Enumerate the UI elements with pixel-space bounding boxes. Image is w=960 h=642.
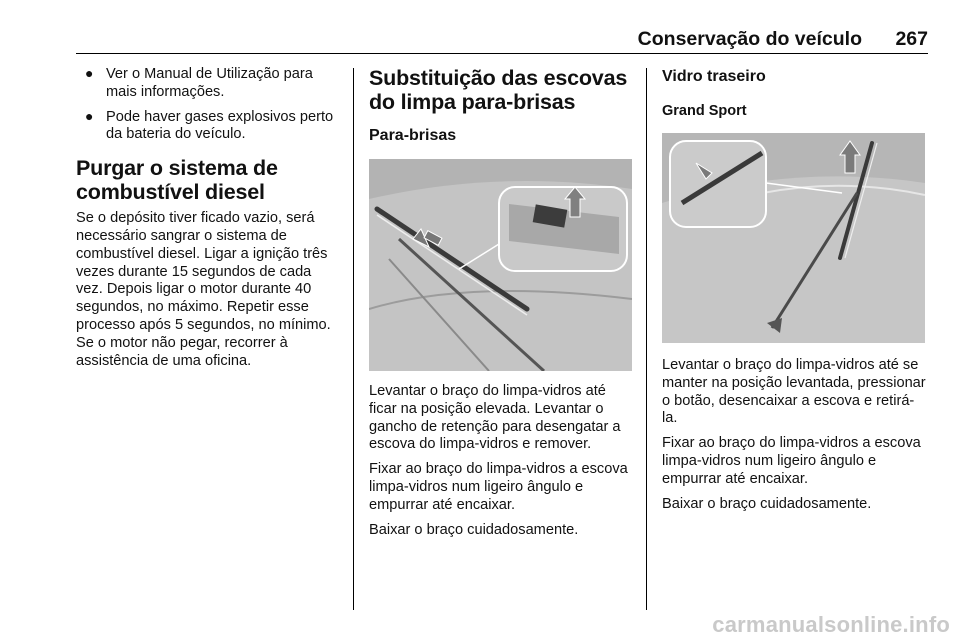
bullet-list	[76, 66, 342, 144]
windshield-wiper-illustration	[369, 159, 632, 371]
column-2	[369, 66, 635, 546]
bullet-item: ● Ver o Manual de Utilização para mais informações.	[85, 65, 313, 100]
subheading-windshield: Para-brisas	[369, 127, 457, 144]
subheading-rear-window: Vidro traseiro	[662, 68, 766, 85]
running-header-title: Conservação do veículo	[637, 28, 862, 50]
page-number: 267	[895, 28, 928, 50]
model-heading-grand-sport: Grand Sport	[662, 103, 747, 119]
watermark-text: carmanualsonline.info	[712, 612, 950, 637]
rear-wiper-illustration	[662, 133, 925, 343]
windshield-step-3: Baixar o braço cuidadosamente.	[369, 521, 579, 538]
column-3	[662, 66, 928, 520]
header-rule	[76, 53, 928, 54]
section-heading-diesel: Purgar o sistema de combustível diesel	[76, 156, 278, 204]
column-1	[76, 66, 342, 377]
diesel-paragraph: Se o depósito tiver ficado vazio, será necessário sangrar o sistema de combustível diesel. Ligar a ignição três vezes durante 15 segundos de cada vez. Depois ligar o motor durante 40 segundos, no máximo. Repetir esse processo após 5 segundos, no mínimo. Se o motor não pegar, recorrer à assistência de uma oficina.	[76, 210, 331, 369]
windshield-step-1: Levantar o braço do limpa-vidros até ficar na posição elevada. Levantar o gancho de retenção para desengatar a escova do limpa-vidros e remover.	[369, 383, 621, 453]
section-heading-wiper: Substituição das escovas do limpa para-brisas	[369, 66, 628, 114]
rear-step-3: Baixar o braço cuidadosamente.	[662, 495, 872, 512]
rear-step-1: Levantar o braço do limpa-vidros até se manter na posição levantada, pressionar o botão, desencaixar a escova e retirá-la.	[662, 357, 926, 427]
bullet-text: Pode haver gases explosivos perto da bateria do veículo.	[106, 108, 334, 143]
bullet-text: Ver o Manual de Utilização para mais informações.	[106, 66, 313, 100]
column-divider-left	[353, 68, 354, 610]
rear-step-2: Fixar ao braço do limpa-vidros a escova limpa-vidros num ligeiro ângulo e empurrar até encaixar.	[662, 435, 921, 487]
bullet-item: ● Pode haver gases explosivos perto da bateria do veículo.	[85, 107, 334, 143]
windshield-step-2: Fixar ao braço do limpa-vidros a escova limpa-vidros num ligeiro ângulo e empurrar até encaixar.	[369, 461, 628, 513]
column-divider-right	[646, 68, 647, 610]
